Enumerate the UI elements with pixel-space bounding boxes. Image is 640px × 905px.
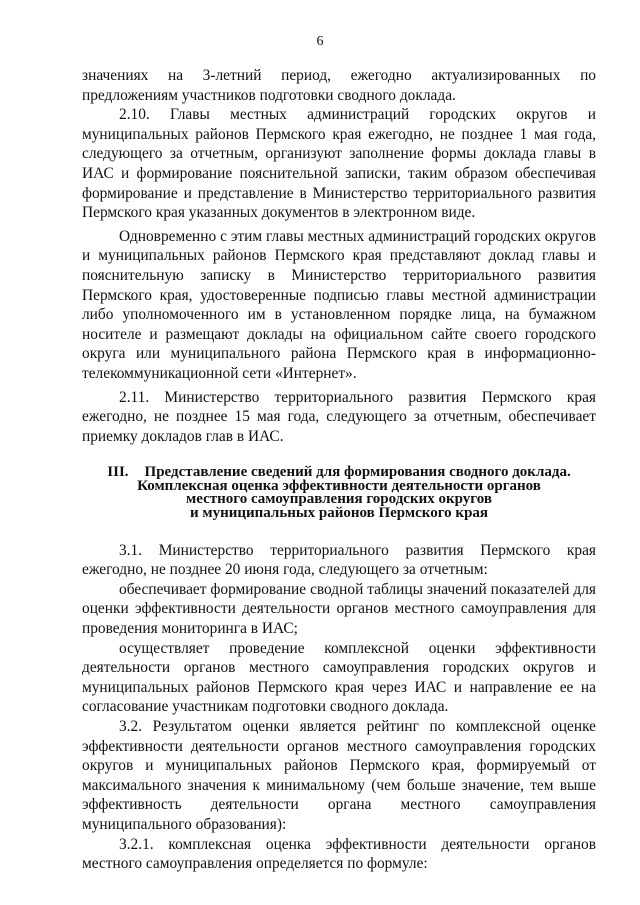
- paragraph-2-10: 2.10. Главы местных администраций городских округов и муниципальных районов Пермского края ежегодно, не позднее 1 мая года, следующего за отчетным, организуют заполнение формы доклада главы в ИАС и формирование пояснительной записки, таким образом обеспечивая формирование и представление в Министерство территориального развития Пермского края указанных документов в электронном виде.: [82, 106, 596, 222]
- paragraph-3-2: 3.2. Результатом оценки является рейтинг по комплексной оценке эффективности деятельности органов местного самоуправления городских округов и муниципальных районов Пермского края, формируемый от максимального значения к минимальному (чем больше значение, тем выше эффективность деятельности органа местного самоуправления муниципального образования):: [82, 718, 596, 833]
- paragraph-3-2-1: 3.2.1. комплексная оценка эффективности деятельности органов местного самоуправления определяется по формуле:: [82, 835, 596, 873]
- paragraph-3-1: 3.1. Министерство территориального развития Пермского края ежегодно, не позднее 20 июня года, следующего за отчетным:: [82, 541, 596, 579]
- paragraph-3-1-item-1: обеспечивает формирование сводной таблицы значений показателей для оценки эффективности деятельности органов местного самоуправления для проведения мониторинга в ИАС;: [82, 580, 596, 638]
- section-title-4: и муниципальных районов Пермского края: [189, 505, 489, 522]
- document-body: [82, 66, 596, 874]
- section-numeral: III.: [107, 464, 129, 481]
- paragraph-3-1-item-2: осуществляет проведение комплексной оценки эффективности деятельности органов местного самоуправления городских округов и муниципальных районов Пермского края через ИАС и направление ее на согласование участникам подготовки сводного доклада.: [82, 639, 596, 716]
- paragraph-simultaneously: Одновременно с этим главы местных администраций городских округов и муниципальных районов Пермского края представляют доклад главы и пояснительную записку в Министерство территориального развития Пермского края, удостоверенные подписью главы местной администрации либо уполномоченного им в установленном порядке лица, на бумажном носителе и размещают доклады на официальном сайте своего городского округа или муниципального района Пермского края в информационно-телекоммуникационной сети «Интернет».: [82, 227, 596, 382]
- section-title-3: местного самоуправления городских округов: [186, 491, 492, 508]
- paragraph-continuation: значениях на 3-летний период, ежегодно актуализированных по предложениям участников подготовки сводного доклада.: [82, 67, 596, 104]
- section-heading: [82, 466, 596, 520]
- paragraph-2-11: 2.11. Министерство территориального развития Пермского края ежегодно, не позднее 15 мая года, следующего за отчетным, обеспечивает приемку докладов глав в ИАС.: [82, 388, 596, 445]
- section-title-1: Представление сведений для формирования сводного доклада.: [144, 464, 571, 481]
- section-title-2: Комплексная оценка эффективности деятельности органов: [137, 477, 541, 494]
- page-number: 6: [316, 34, 324, 49]
